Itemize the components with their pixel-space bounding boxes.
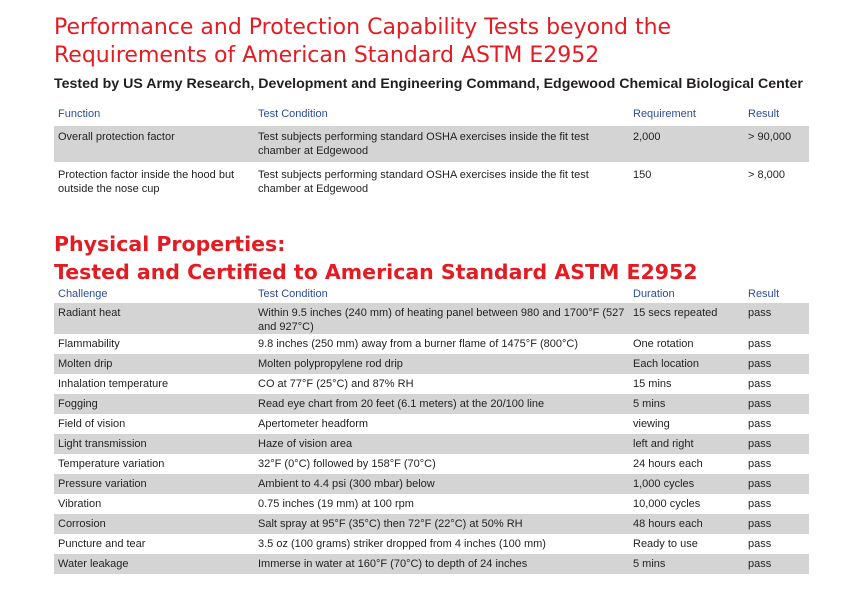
title-line-1: Performance and Protection Capability Tests beyond the <box>54 15 672 40</box>
cell-requirement: 150 <box>633 169 652 181</box>
cell-function: Protection factor inside the hood but outside the nose cup <box>58 169 235 195</box>
table-row <box>54 126 809 162</box>
cell-result: pass <box>748 338 772 350</box>
cell-result: pass <box>744 474 809 494</box>
section-heading <box>54 230 824 286</box>
cell-challenge: Pressure variation <box>54 474 254 494</box>
cell-requirement: 2,000 <box>629 126 744 162</box>
page-title <box>54 14 824 70</box>
column-header-test-condition: Test Condition <box>258 288 328 300</box>
table-row <box>54 454 809 474</box>
physical-header-row <box>54 288 809 303</box>
physical-properties-table <box>54 288 809 574</box>
cell-duration: 10,000 cycles <box>633 498 701 510</box>
cell-duration: 24 hours each <box>633 458 703 470</box>
cell-result: pass <box>748 418 772 430</box>
table-row <box>54 434 809 454</box>
table-row <box>54 334 809 354</box>
table-row <box>54 162 809 198</box>
column-header-challenge: Challenge <box>58 288 108 300</box>
performance-table <box>54 108 809 198</box>
table-row <box>54 514 809 534</box>
cell-duration: Each location <box>629 354 744 374</box>
cell-condition: 32°F (0°C) followed by 158°F (70°C) <box>258 458 436 470</box>
table-row <box>54 394 809 414</box>
cell-condition: Read eye chart from 20 feet (6.1 meters) at the 20/100 line <box>254 394 629 414</box>
cell-result: pass <box>744 354 809 374</box>
cell-duration: 1,000 cycles <box>629 474 744 494</box>
cell-condition: Test subjects performing standard OSHA exercises inside the fit test chamber at Edgewood <box>254 126 629 162</box>
cell-result: pass <box>744 554 809 574</box>
table-row <box>54 494 809 514</box>
cell-challenge: Light transmission <box>54 434 254 454</box>
section-heading-line-2: Tested and Certified to American Standard ASTM E2952 <box>54 260 698 284</box>
cell-duration: viewing <box>633 418 670 430</box>
cell-result: > 8,000 <box>748 169 786 181</box>
section-heading-line-1: Physical Properties: <box>54 232 286 256</box>
column-header-test-condition: Test Condition <box>258 108 328 120</box>
table-row <box>54 534 809 554</box>
cell-result: pass <box>744 303 809 334</box>
cell-challenge: Temperature variation <box>58 458 165 470</box>
cell-condition: Molten polypropylene rod drip <box>254 354 629 374</box>
cell-challenge: Puncture and tear <box>58 538 146 550</box>
column-header-function: Function <box>58 108 101 120</box>
column-header-result: Result <box>748 288 780 300</box>
cell-condition: Salt spray at 95°F (35°C) then 72°F (22°C) at 50% RH <box>254 514 629 534</box>
cell-condition: Within 9.5 inches (240 mm) of heating panel between 980 and 1700°F (527 and 927°C) <box>254 303 629 334</box>
cell-result: pass <box>748 498 772 510</box>
cell-duration: left and right <box>629 434 744 454</box>
cell-duration: One rotation <box>633 338 694 350</box>
table-row <box>54 303 809 334</box>
cell-challenge: Flammability <box>58 338 120 350</box>
cell-challenge: Fogging <box>54 394 254 414</box>
table-row <box>54 374 809 394</box>
table-row <box>54 554 809 574</box>
cell-result: pass <box>744 394 809 414</box>
cell-condition: 3.5 oz (100 grams) striker dropped from 4 inches (100 mm) <box>258 538 546 550</box>
cell-challenge: Inhalation temperature <box>58 378 169 390</box>
cell-condition: 0.75 inches (19 mm) at 100 rpm <box>258 498 414 510</box>
cell-result: pass <box>748 538 772 550</box>
cell-challenge: Corrosion <box>54 514 254 534</box>
cell-condition: Haze of vision area <box>254 434 629 454</box>
cell-challenge: Water leakage <box>54 554 254 574</box>
cell-duration: 15 secs repeated <box>629 303 744 334</box>
cell-condition: Apertometer headform <box>258 418 369 430</box>
cell-duration: 48 hours each <box>629 514 744 534</box>
cell-condition: 9.8 inches (250 mm) away from a burner flame of 1475°F (800°C) <box>258 338 578 350</box>
cell-challenge: Radiant heat <box>54 303 254 334</box>
page-subtitle: Tested by US Army Research, Development and Engineering Command, Edgewood Chemical Biological Center <box>54 76 803 92</box>
cell-condition: Immerse in water at 160°F (70°C) to depth of 24 inches <box>254 554 629 574</box>
cell-condition: CO at 77°F (25°C) and 87% RH <box>258 378 414 390</box>
title-line-2: Requirements of American Standard ASTM E2952 <box>54 43 600 68</box>
table-row <box>54 354 809 374</box>
table-row <box>54 474 809 494</box>
cell-duration: Ready to use <box>633 538 698 550</box>
cell-challenge: Field of vision <box>58 418 126 430</box>
performance-header-row <box>54 108 809 126</box>
cell-challenge: Molten drip <box>54 354 254 374</box>
cell-result: pass <box>748 378 772 390</box>
column-header-result: Result <box>748 108 780 120</box>
cell-duration: 15 mins <box>633 378 672 390</box>
cell-result: pass <box>744 514 809 534</box>
table-row <box>54 414 809 434</box>
column-header-duration: Duration <box>633 288 675 300</box>
cell-challenge: Vibration <box>58 498 102 510</box>
cell-condition: Ambient to 4.4 psi (300 mbar) below <box>254 474 629 494</box>
cell-condition: Test subjects performing standard OSHA exercises inside the fit test chamber at Edgewood <box>258 169 589 195</box>
cell-duration: 5 mins <box>629 394 744 414</box>
cell-function: Overall protection factor <box>54 126 254 162</box>
cell-duration: 5 mins <box>629 554 744 574</box>
cell-result: pass <box>748 458 772 470</box>
column-header-requirement: Requirement <box>633 108 696 120</box>
cell-result: pass <box>744 434 809 454</box>
cell-result: > 90,000 <box>744 126 809 162</box>
